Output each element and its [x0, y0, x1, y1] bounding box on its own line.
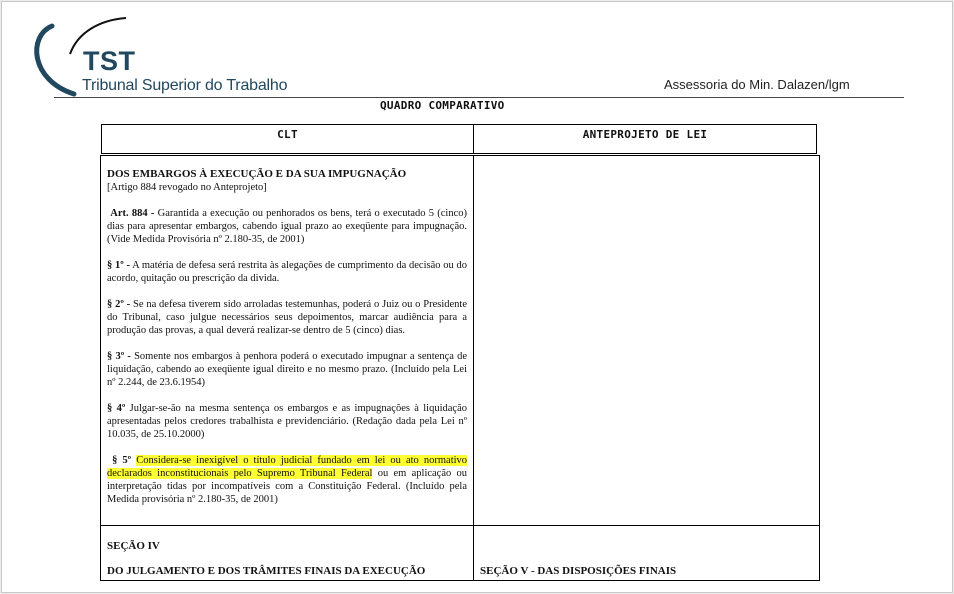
- section-iv-title: DO JULGAMENTO E DOS TRÂMITES FINAIS DA EXECUÇÃO: [107, 565, 426, 577]
- assessoria-label: Assessoria do Min. Dalazen/lgm: [664, 77, 850, 92]
- article-text: Garantida a execução ou penhorados os bens, terá o executado 5 (cinco) dias para apresentar embargos, cabendo igual prazo ao exeqüente para impugnação. (Vide Medida Provisória nº 2.180-35, de 2001): [107, 208, 468, 245]
- column-header-anteprojeto-label: ANTEPROJETO DE LEI: [582, 128, 708, 141]
- column-divider: [473, 156, 474, 580]
- header-divider: [54, 97, 904, 98]
- column-header-clt-label: CLT: [277, 128, 298, 141]
- paragraph-1: [107, 259, 467, 285]
- org-name: Tribunal Superior do Trabalho: [82, 77, 288, 94]
- article-884: [107, 207, 467, 246]
- column-header-anteprojeto: [473, 124, 817, 154]
- paragraph-4-text: Julgar-se-ão na mesma sentença os embargos e as impugnações à liquidação apresentadas pelos credores trabalhista e previdenciário. (Redação dada pela Lei nº 10.035, de 25.10.2000): [107, 403, 468, 440]
- paragraph-2-text: Se na defesa tiverem sido arroladas testemunhas, poderá o Juiz ou o Presidente do Tribunal, caso julgue necessários seus depoimentos, marcar audiência para a produção das provas, a qual deverá realizar-se dentro de 5 (cinco) dias.: [107, 299, 468, 336]
- highlighted-text: Considera-se inexigível o título judicial fundado em lei ou ato normativo declarados inconstitucionais pelo Supremo Tribunal Federal: [107, 455, 468, 479]
- row-divider: [101, 525, 819, 526]
- document-page: [1, 1, 953, 593]
- paragraph-4-label: § 4º: [107, 403, 126, 414]
- paragraph-3-text: Somente nos embargos à penhora poderá o executado impugnar a sentença de liquidação, cabendo ao exeqüente igual direito e no mesmo prazo. (Incluído pela Lei nº 2.244, de 23.6.1954): [107, 351, 467, 388]
- paragraph-2-label: § 2º -: [107, 299, 131, 310]
- document-title: QUADRO COMPARATIVO: [380, 99, 505, 112]
- paragraph-5-label: § 5º: [112, 455, 132, 466]
- paragraph-3-label: § 3º -: [107, 351, 131, 362]
- clt-text-cell: [107, 168, 467, 506]
- article-label: Art. 884 -: [110, 208, 155, 219]
- paragraph-2: [107, 298, 467, 337]
- paragraph-4: [107, 402, 467, 441]
- section-v-title: SEÇÃO V - DAS DISPOSIÇÕES FINAIS: [480, 565, 677, 577]
- section-note: [Artigo 884 revogado no Anteprojeto]: [107, 182, 267, 193]
- paragraph-3: [107, 350, 467, 389]
- section-iv-heading: SEÇÃO IV: [107, 540, 160, 552]
- logo-text: TST: [83, 46, 136, 76]
- paragraph-5: [107, 454, 467, 506]
- paragraph-1-text: A matéria de defesa será restrita às alegações de cumprimento da decisão ou do acordo, quitação ou prescrição da divida.: [107, 260, 467, 284]
- comparison-table: [100, 155, 820, 581]
- section-title: DOS EMBARGOS À EXECUÇÃO E DA SUA IMPUGNAÇÃO: [107, 168, 407, 180]
- paragraph-5-text: ou em aplicação ou interpretação tidas por incompatíveis com a Constituição Federal. (Incluído pela Medida provisória nº 2.180-35, de 2001): [107, 468, 468, 505]
- paragraph-1-label: § 1º -: [107, 260, 130, 271]
- column-header-clt: [101, 124, 474, 154]
